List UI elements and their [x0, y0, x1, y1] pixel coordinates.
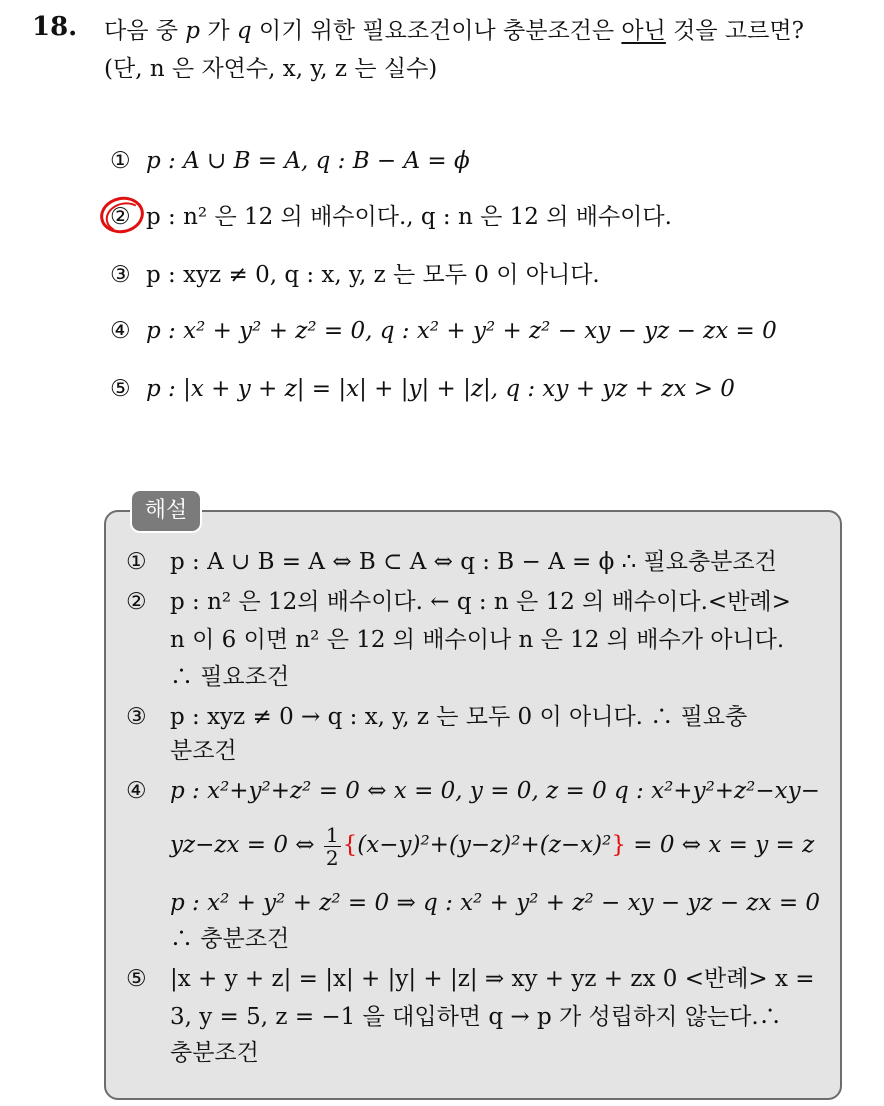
- option-1[interactable]: ① p : A ∪ B = A, q : B − A = ϕ: [110, 148, 470, 174]
- solution-line: ④ p : x²+y²+z² = 0 ⇔ x = 0, y = 0, z = 0 q : x²+y²+z²−xy−: [126, 778, 820, 804]
- solution-tag: 해설: [130, 489, 202, 533]
- solution-line: ∴ 충분조건: [170, 926, 290, 952]
- solution-line: ⑤ |x + y + z| = |x| + |y| + |z| ⇒ xy + yz + zx 0 <반례> x =: [126, 966, 815, 992]
- solution-line: 분조건: [170, 738, 237, 764]
- option-4[interactable]: ④ p : x² + y² + z² = 0, q : x² + y² + z² − xy − yz − zx = 0: [110, 318, 777, 344]
- question-number: 18.: [32, 12, 78, 42]
- solution-line: ∴ 필요조건: [170, 664, 290, 690]
- solution-line: 충분조건: [170, 1040, 259, 1066]
- option-5[interactable]: ⑤ p : |x + y + z| = |x| + |y| + |z|, q : xy + yz + zx > 0: [110, 376, 735, 402]
- solution-line: n 이 6 이면 n² 은 12 의 배수이나 n 은 12 의 배수가 아니다.: [170, 627, 785, 653]
- underlined-word: 아닌: [621, 18, 666, 44]
- solution-line: ② p : n² 은 12의 배수이다. ← q : n 은 12 의 배수이다.<반례>: [126, 589, 791, 615]
- question-text: 다음 중 p 가 q 이기 위한 필요조건이나 충분조건은 아닌 것을 고르면?: [104, 18, 804, 44]
- solution-line: yz−zx = 0 ⇔ $\frac{1}{2}$ {(x−y)²+(y−z)²+(z−x)²} = 0 ⇔ x = y = z: [170, 822, 815, 870]
- solution-line: ① p : A ∪ B = A ⇔ B ⊂ A ⇔ q : B − A = ϕ ∴ 필요충분조건: [126, 549, 777, 575]
- solution-line: p : x² + y² + z² = 0 ⇒ q : x² + y² + z² − xy − yz − zx = 0: [170, 890, 821, 916]
- option-3[interactable]: ③ p : xyz ≠ 0, q : x, y, z 는 모두 0 이 아니다.: [110, 262, 600, 288]
- solution-line: 3, y = 5, z = −1 을 대입하면 q → p 가 성립하지 않는다.∴: [170, 1004, 782, 1030]
- fraction: $\frac{1}{2}$: [325, 822, 339, 870]
- option-2[interactable]: ② p : n² 은 12 의 배수이다., q : n 은 12 의 배수이다.: [110, 204, 672, 230]
- solution-line: ③ p : xyz ≠ 0 → q : x, y, z 는 모두 0 이 아니다. ∴ 필요충: [126, 704, 748, 730]
- question-condition: (단, n 은 자연수, x, y, z 는 실수): [104, 56, 438, 82]
